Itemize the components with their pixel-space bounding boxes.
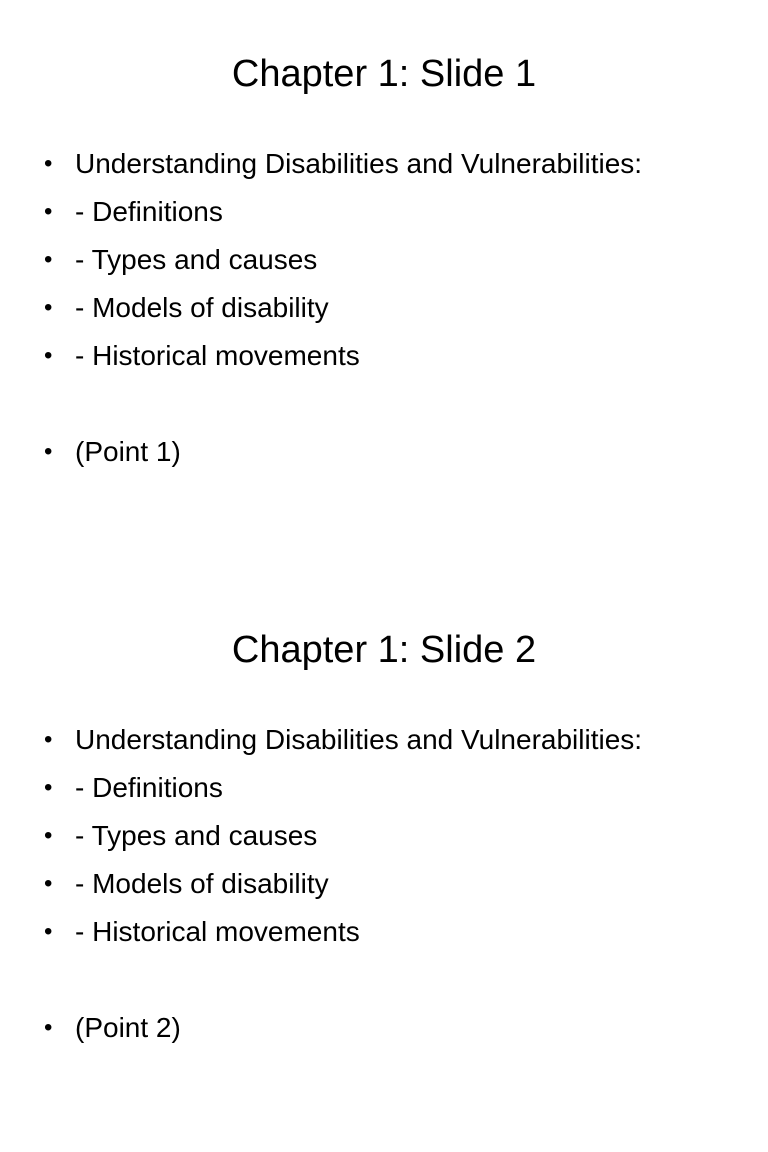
list-item [44,140,642,188]
bullet-icon: • [44,198,53,225]
list-item [44,908,642,956]
bullet-icon: • [44,294,53,321]
list-item [44,812,642,860]
bullet-text: Understanding Disabilities and Vulnerabilities: [75,724,643,755]
bullet-icon: • [44,438,53,465]
list-item [44,428,642,476]
bullet-list [44,140,642,476]
list-item [44,860,642,908]
bullet-icon: • [44,774,53,801]
slide-2 [0,576,768,1152]
list-item [44,716,642,764]
bullet-text: - Historical movements [75,340,360,371]
bullet-text: - Definitions [75,196,223,227]
bullet-icon: • [44,726,53,753]
slide-title: Chapter 1: Slide 2 [231,629,537,671]
bullet-icon: • [44,1014,53,1041]
bullet-text: (Point 2) [75,1012,181,1043]
bullet-icon: • [44,870,53,897]
bullet-text: Understanding Disabilities and Vulnerabilities: [75,148,643,179]
bullet-list [44,716,642,1052]
bullet-icon: • [44,918,53,945]
list-item [44,332,642,380]
bullet-icon: • [44,342,53,369]
bullet-text: - Models of disability [75,292,329,323]
list-item [44,188,642,236]
bullet-text: - Historical movements [75,916,360,947]
bullet-text: - Models of disability [75,868,329,899]
slide-title: Chapter 1: Slide 1 [231,53,537,95]
bullet-text: - Definitions [75,772,223,803]
list-item [44,236,642,284]
bullet-text: - Types and causes [75,244,318,275]
bullet-text: (Point 1) [75,436,181,467]
bullet-icon: • [44,246,53,273]
list-item [44,764,642,812]
list-item [44,284,642,332]
list-item [44,1004,642,1052]
bullet-text: - Types and causes [75,820,318,851]
bullet-icon: • [44,150,53,177]
bullet-icon: • [44,822,53,849]
